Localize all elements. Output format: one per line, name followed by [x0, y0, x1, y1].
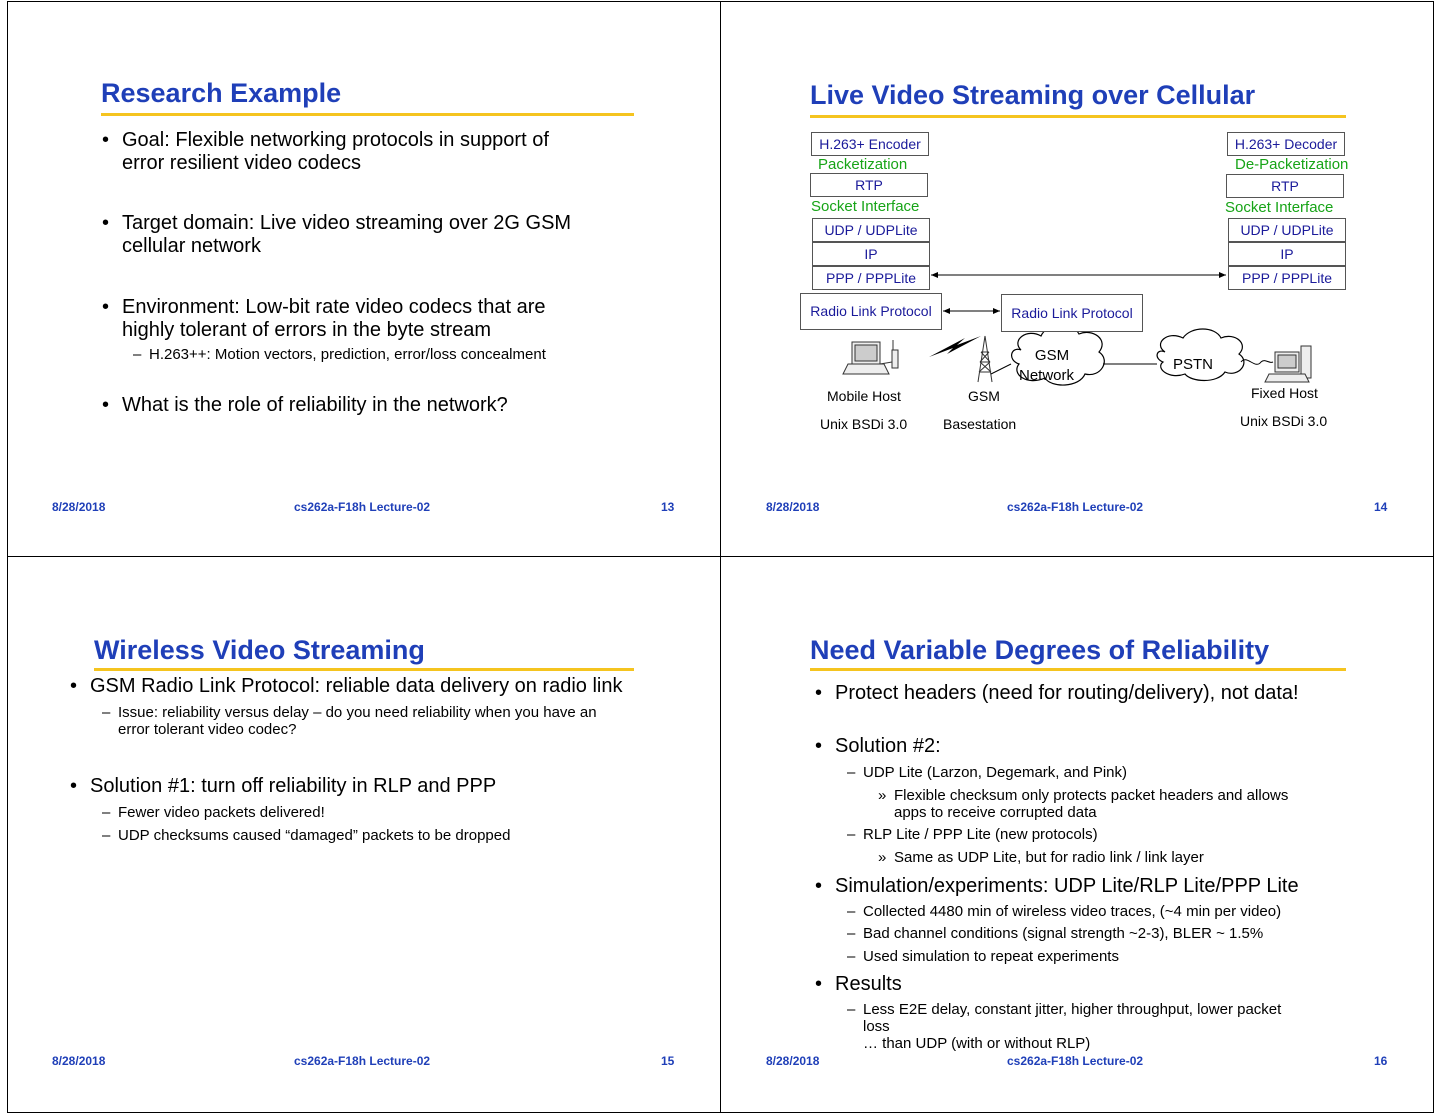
bullet-gsm-rlp: • GSM Radio Link Protocol: reliable data delivery on radio link — [70, 675, 623, 697]
sub-bullet-fewer-packets: – Fewer video packets delivered! — [102, 804, 325, 821]
left-rlp-box: Radio Link Protocol — [800, 293, 942, 330]
desktop-computer-icon — [1265, 346, 1311, 382]
fixed-host-os: Unix BSDi 3.0 — [1240, 413, 1328, 429]
footer-course: cs262a-F18h Lecture-02 — [1007, 1054, 1144, 1068]
slide-15 — [7, 556, 721, 1113]
left-ip-box: IP — [812, 242, 930, 266]
footer-page: 15 — [661, 1054, 675, 1068]
slide-title: Research Example — [101, 78, 342, 108]
sub-bullet-udp-checksums: – UDP checksums caused “damaged” packets to be dropped — [102, 827, 511, 844]
title-underline — [810, 115, 1346, 118]
footer-course: cs262a-F18h Lecture-02 — [294, 500, 431, 514]
sub-bullet-used-simulation: – Used simulation to repeat experiments — [847, 948, 1119, 965]
sub-bullet-collected-traces: – Collected 4480 min of wireless video traces, (~4 min per video) — [847, 903, 1282, 920]
gsm-tower-icon — [978, 336, 992, 382]
slide-title: Live Video Streaming over Cellular — [810, 80, 1256, 110]
right-ppp-box: PPP / PPPLite — [1228, 266, 1346, 290]
sub-bullet-udp-lite: – UDP Lite (Larzon, Degemark, and Pink) — [847, 764, 1128, 781]
slide-title: Need Variable Degrees of Reliability — [810, 635, 1270, 665]
sub-bullet-issue: – Issue: reliability versus delay – do you need reliability when you have an error tolerant video codec? — [102, 704, 597, 738]
slide-16 — [720, 556, 1434, 1113]
footer-page: 16 — [1374, 1054, 1388, 1068]
slide-14 — [720, 1, 1434, 557]
sub-sub-bullet-same-as-udp-lite: » Same as UDP Lite, but for radio link / link layer — [878, 849, 1204, 866]
bullet-reliability-role: • What is the role of reliability in the network? — [102, 394, 508, 416]
sub-bullet-h263: – H.263++: Motion vectors, prediction, error/loss concealment — [133, 346, 546, 363]
footer-course: cs262a-F18h Lecture-02 — [1007, 500, 1144, 514]
bullet-goal: • Goal: Flexible networking protocols in support of error resilient video codecs — [102, 129, 549, 174]
title-underline — [101, 113, 634, 116]
bullet-protect-headers: • Protect headers (need for routing/delivery), not data! — [815, 682, 1299, 704]
mobile-host-os: Unix BSDi 3.0 — [820, 416, 908, 432]
sub-bullet-bad-channel: – Bad channel conditions (signal strength ~2-3), BLER ~ 1.5% — [847, 925, 1264, 942]
sub-bullet-rlp-lite: – RLP Lite / PPP Lite (new protocols) — [847, 826, 1098, 843]
right-socket-interface-label: Socket Interface — [1225, 199, 1334, 216]
basestation-label: Basestation — [943, 416, 1017, 432]
bullet-environment: • Environment: Low-bit rate video codecs that are highly tolerant of errors in the byte stream — [102, 296, 546, 341]
footer-date: 8/28/2018 — [52, 1054, 106, 1068]
left-ppp-box: PPP / PPPLite — [812, 266, 930, 290]
right-ip-box: IP — [1228, 242, 1346, 266]
left-rtp-box: RTP — [810, 173, 928, 197]
gsm-basestation-label: GSM — [968, 388, 1000, 404]
slide-13 — [7, 1, 721, 557]
footer-date: 8/28/2018 — [52, 500, 106, 514]
footer-page: 14 — [1374, 500, 1388, 514]
gsm-cloud-label: GSM — [1034, 347, 1070, 364]
encoder-box: H.263+ Encoder — [811, 132, 929, 156]
sub-sub-bullet-flexible-checksum: » Flexible checksum only protects packet headers and allows apps to receive corrupted data — [878, 787, 1289, 821]
packetization-label: Packetization — [818, 156, 908, 173]
depacketization-label: De-Packetization — [1235, 156, 1349, 173]
bullet-simulation: • Simulation/experiments: UDP Lite/RLP Lite/PPP Lite — [815, 875, 1299, 897]
gsm-network-label: Network — [1019, 367, 1075, 384]
fixed-host-label: Fixed Host — [1251, 385, 1318, 401]
basestation-rlp-box: Radio Link Protocol — [1001, 294, 1143, 332]
laptop-icon — [843, 342, 889, 374]
footer-course: cs262a-F18h Lecture-02 — [294, 1054, 431, 1068]
left-socket-interface-label: Socket Interface — [811, 198, 920, 215]
sub-bullet-less-delay: – Less E2E delay, constant jitter, higher throughput, lower packet loss … than UDP (with or without RLP) — [847, 1001, 1282, 1052]
bullet-results: • Results — [815, 973, 902, 995]
pstn-cloud-label: PSTN — [1173, 356, 1214, 373]
mobile-host-label: Mobile Host — [827, 388, 901, 404]
phone-icon — [880, 340, 898, 368]
right-rtp-box: RTP — [1226, 174, 1344, 198]
title-underline — [810, 668, 1346, 671]
right-udp-box: UDP / UDPLite — [1228, 218, 1346, 242]
title-underline — [94, 668, 634, 671]
footer-date: 8/28/2018 — [766, 1054, 820, 1068]
bullet-solution-1: • Solution #1: turn off reliability in RLP and PPP — [70, 775, 497, 797]
left-udp-box: UDP / UDPLite — [812, 218, 930, 242]
bullet-target-domain: • Target domain: Live video streaming over 2G GSM cellular network — [102, 212, 572, 257]
decoder-box: H.263+ Decoder — [1227, 132, 1345, 156]
footer-date: 8/28/2018 — [766, 500, 820, 514]
slide-title: Wireless Video Streaming — [94, 635, 425, 665]
bullet-solution-2: • Solution #2: — [815, 735, 941, 757]
footer-page: 13 — [661, 500, 675, 514]
